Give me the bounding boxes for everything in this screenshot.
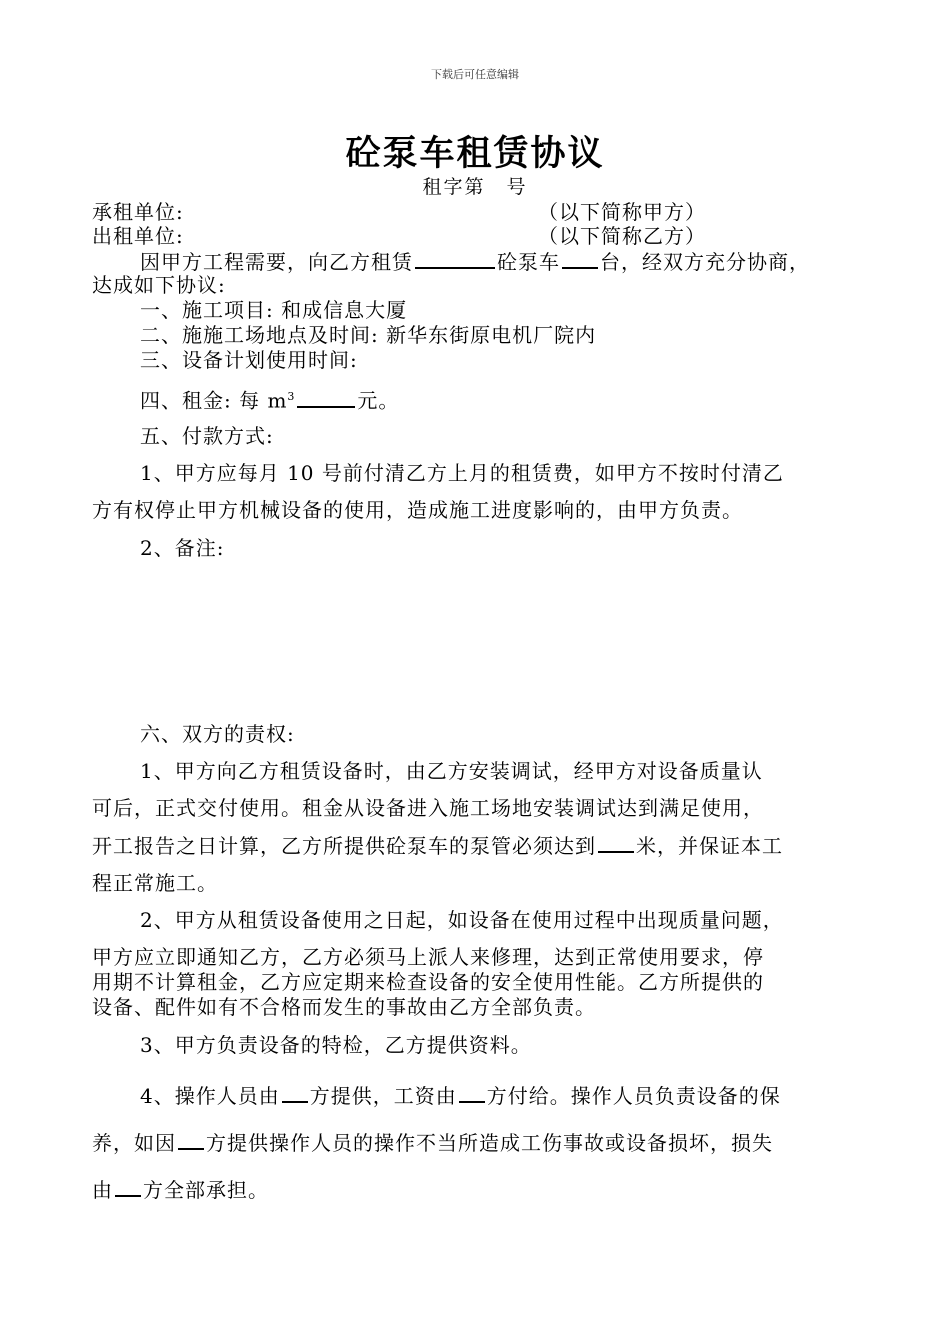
- intro-line-1: [140, 249, 880, 274]
- resp4-line-1: [140, 1083, 880, 1108]
- resp1-text-b: 米，并保证本工: [636, 834, 783, 858]
- resp2-line-1: 2、甲方从租赁设备使用之日起，如设备在使用过程中出现质量问题，: [140, 908, 784, 932]
- remarks: 2、备注:: [140, 536, 225, 560]
- resp1-text-a: 开工报告之日计算，乙方所提供砼泵车的泵管必须达到: [92, 834, 596, 858]
- resp1-line-2: 可后，正式交付使用。租金从设备进入施工场地安装调试达到满足使用，: [92, 796, 764, 820]
- resp4-text-e: 方提供操作人员的操作不当所造成工伤事故或设备损坏，损失: [206, 1131, 773, 1155]
- resp4-line-3: [92, 1177, 880, 1202]
- item-5: 五、付款方式:: [140, 424, 274, 448]
- item-2: 二、施施工场地点及时间: 新华东街原电机厂院内: [140, 323, 597, 347]
- item-6: 六、双方的责权:: [140, 722, 295, 746]
- intro-text-b: 砼泵车: [497, 250, 560, 274]
- resp4-text-c: 方付给。操作人员负责设备的保: [486, 1084, 781, 1108]
- resp1-line-3: [92, 833, 880, 858]
- quantity-blank: [415, 249, 495, 269]
- lessee-label: 承租单位:: [92, 200, 184, 224]
- resp4-text-g: 方全部承担。: [143, 1178, 269, 1202]
- loss-bearer-blank: [115, 1177, 141, 1197]
- resp4-text-f: 由: [92, 1178, 113, 1202]
- intro-line-2: 达成如下协议:: [92, 273, 226, 297]
- wage-payer-blank: [459, 1083, 485, 1103]
- resp4-text-d: 养，如因: [92, 1131, 176, 1155]
- rent-text-b: 元。: [357, 388, 400, 413]
- payment-line-2: 方有权停止甲方机械设备的使用，造成施工进度影响的，由甲方负责。: [92, 498, 743, 522]
- document-number: 租字第 号: [422, 176, 528, 198]
- intro-text-c: 台，经双方充分协商，: [600, 250, 810, 274]
- pipe-length-blank: [598, 833, 634, 853]
- resp1-line-1: 1、甲方向乙方租赁设备时，由乙方安装调试，经甲方对设备质量认: [140, 759, 763, 783]
- resp4-text-a: 4、操作人员由: [140, 1084, 280, 1108]
- resp2-line-4: 设备、配件如有不合格而发生的事故由乙方全部负责。: [92, 995, 596, 1019]
- rent-blank: [297, 388, 355, 408]
- header-note: 下载后可任意编辑: [431, 68, 519, 81]
- lessor-note: （以下简称乙方）: [538, 224, 706, 248]
- resp2-line-3: 用期不计算租金，乙方应定期来检查设备的安全使用性能。乙方所提供的: [92, 970, 764, 994]
- operator-provider-blank: [282, 1083, 308, 1103]
- item-4: [140, 385, 880, 413]
- resp3: 3、甲方负责设备的特检，乙方提供资料。: [140, 1033, 532, 1057]
- resp4-line-2: [92, 1130, 880, 1155]
- lessee-note: （以下简称甲方）: [538, 200, 706, 224]
- units-blank: [562, 249, 598, 269]
- item-1: 一、施工项目: 和成信息大厦: [140, 298, 408, 322]
- resp4-text-b: 方提供，工资由: [309, 1084, 457, 1108]
- rent-text-a: 四、租金: 每 m: [140, 388, 288, 413]
- lessor-line: [92, 224, 880, 248]
- lessor-label: 出租单位:: [92, 224, 184, 248]
- payment-line-1: 1、甲方应每月 10 号前付清乙方上月的租赁费，如甲方不按时付清乙: [140, 461, 784, 485]
- intro-text-a: 因甲方工程需要，向乙方租赁: [140, 250, 413, 274]
- item-3: 三、设备计划使用时间:: [140, 348, 358, 372]
- resp1-line-4: 程正常施工。: [92, 871, 218, 895]
- responsible-party-blank: [178, 1130, 204, 1150]
- resp2-line-2: 甲方应立即通知乙方，乙方必须马上派人来修理，达到正常使用要求，停: [92, 945, 764, 969]
- document-title: 砼泵车租赁协议: [345, 133, 605, 174]
- rent-unit-sup: 3: [287, 390, 296, 403]
- lessee-line: [92, 200, 880, 224]
